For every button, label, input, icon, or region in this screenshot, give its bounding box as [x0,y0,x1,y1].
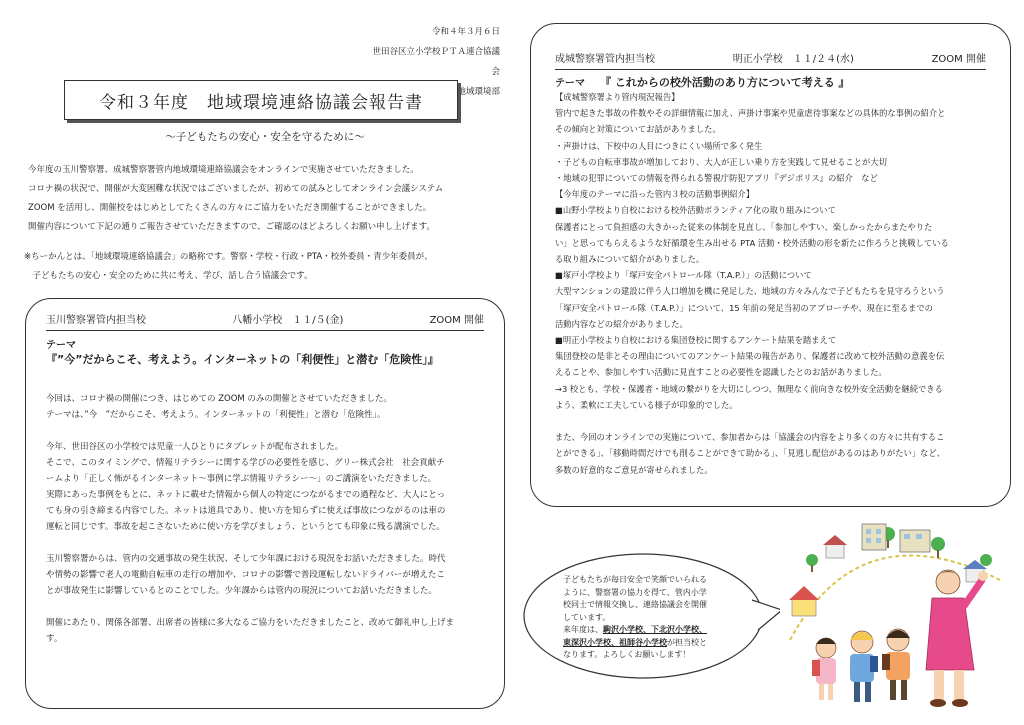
body-line [555,413,995,429]
house-icon [789,535,847,616]
police-district: 成城警察署管内担当校 [555,54,655,65]
body-line: 保護者にとって負担感の大きかった従来の体制を見直し、「参加しやすい、楽しかったからまたやりた [555,221,933,232]
bubble-message [563,574,743,662]
body-line: 運転と同じです。事故を起こさないために使い方を学びましょう、というとても印象に残る講演でした。 [46,522,445,532]
theme-label: テーマ [46,340,76,351]
body-line: 開催にあたり、関係各部署、出席者の皆様に多大なるご協力をいただきましたこと、改めて御礼申し上げま [46,618,455,628]
report-date: 令和４年３月６日 [431,27,500,37]
police-district: 玉川警察署管内担当校 [46,315,146,326]
body-line: い」と思ってもらえるような好循環を生み出せる PTA 活動・校外活動の形を新たに作ろうと挑戦している [555,237,949,248]
child-figure [882,629,910,700]
report-title: 令和３年度 地域環境連絡協議会報告書 [99,92,423,113]
theme-label: テーマ [555,78,585,89]
panel-body [555,89,995,478]
note-line: ※ちーかんとは、「地域環境連絡協議会」の略称です。警察・学校・行政・PTA・校外委員・青少年委員が、 [24,252,433,262]
meeting-mode: ZOOM 開催 [429,315,484,326]
bubble-line: 校同士で情報交換し、連絡協議会を開催 [563,600,707,609]
child-figure [850,631,878,702]
body-line: 【成城警察署より管内現況報告】 [555,92,680,102]
body-line: 大型マンションの建設に伴う人口増加を機に発足した、地域の方々みんなで子どもたちを見守ろうという [555,286,945,297]
host-school: 八幡小学校 １１/５(金) [232,315,344,326]
seijo-report-panel [530,23,1011,507]
body-line: その傾向と対策についてお話がありました。 [555,124,721,135]
body-line: えることや、参加しやすい活動に見直すことの必要性を認識したとのお話がありました。 [555,367,887,378]
panel-header [555,52,986,70]
bubble-line: しています。 [563,612,611,622]
intro-line: ZOOM を活用し、開催校をはじめとしてたくさんの方々にご協力をいただき開催することができました。 [28,203,432,213]
panel-body [46,391,494,647]
body-line: 玉川警察署からは、管内の交通事故の発生状況、そして少年課における現況をお話いただきました。時代 [46,554,446,564]
bubble-line: 来年度は、駒沢小学校、下北沢小学校、 [563,625,707,634]
theme-title: 『 これからの校外活動のあり方について考える 』 [600,76,850,89]
bubble-line: 子どもたちが毎日安全で笑顔でいられる [563,575,707,584]
intro-line: 開催内容について下記の通りご報告させていただきますので、ご確認のほどよろしくお願い申し上げます。 [28,222,435,232]
intro-line: 今年度の玉川警察署、成城警察署管内地域環境連絡協議会をオンラインで実施させていただきました。 [28,165,419,175]
body-line: る取り組みについて紹介がありました。 [555,254,705,265]
intro-text [28,161,508,237]
body-line: 今回は、コロナ禍の開催につき、はじめての ZOOM のみの開催とさせていただきました。 [46,394,392,404]
next-year-schools-b: 東深沢小学校、祖師谷小学校 [563,637,667,647]
body-line: とが事故発生に影響しているとのことでした。少年課からは管内の現況についてお話いただきました。 [46,586,437,596]
organization-name: 世田谷区立小学校ＰＴＡ連合協議会 [372,47,500,77]
body-line: や情勢の影響で老人の電動自転車の走行の増加や、コロナの影響で普段運転しないドライバーが増えたこ [46,570,445,580]
department-name: 地域環境部 [457,87,500,97]
body-line: 管内で起きた事故の件数やその詳細情報に加え、声掛け事案や児童虐待事案などの具体的な事例の紹介と [555,108,946,119]
body-line: ■明正小学校より自校における集団登校に関するアンケート結果を踏まえて [555,335,837,346]
school-building-icon [862,524,930,552]
body-line: よう、柔軟に工夫している様子が印象的でした。 [555,399,738,410]
body-line: ても身の引き締まる内容でした。ネットは道具であり、使い方を知らずに使えば事故につながるのは車の [46,506,446,516]
next-year-schools-a: 駒沢小学校、下北沢小学校、 [603,625,707,634]
theme-row [555,71,995,90]
intro-line: コロナ禍の状況で、開催が大変困難な状況ではございましたが、初めての試みとしてオンライン会議システム [28,184,444,194]
report-subtitle: ～子どもたちの安心・安全を守るために～ [165,131,365,143]
body-line: ・地域の犯罪についての情報を得られる警視庁防犯アプリ『デジポリス』の紹介 など [555,173,878,184]
mother-figure [926,570,988,707]
bubble-line: ように、警察署の協力を得て、管内小学 [563,587,707,597]
body-line: ■山野小学校より自校における校外活動ボランティア化の取り組みについて [555,205,836,216]
host-school: 明正小学校 １１/２４(水) [732,54,854,65]
body-line: ームより「正しく怖がるインターネット～事例に学ぶ情報リテラシー～」のご講演をいただきました。 [46,474,437,484]
body-line: す。 [46,634,63,644]
theme-title: 『”今”だからこそ、考えよう。インターネットの「利便性」と潜む「危険性」』 [46,353,439,366]
body-line: 「塚戸安全パトロール隊（T.A.P.）」について、15 年前の発足当初のアプローチや、現在に至るまでの [555,302,933,313]
body-line: 活動内容などの紹介がありました。 [555,318,688,329]
body-line: ・声掛けは、下校中の人目につきにくい場所で多く発生 [555,140,763,151]
bubble-line: なります。よろしくお願いします！ [563,650,691,659]
body-line: 今年、世田谷区の小学校では児童一人ひとりにタブレットが配布されました。 [46,442,344,452]
body-line: ■塚戸小学校より「塚戸安全パトロール隊（T.A.P.）」の活動について [555,270,812,281]
body-line: とができる」、「移動時間だけでも削ることができて助かる」、「見逃し配信があるのはありがたい」など、 [555,448,945,459]
body-line: 集団登校の是非とその理由についてのアンケート結果の報告があり、保護者に改めて校外活動の意義を伝 [555,351,945,362]
note-line: 子どもたちの安心・安全のために共に考え、学び、話し合う協議会です。 [24,271,313,281]
body-line: テーマは、”今 ”だからこそ、考えよう。インターネットの「利便性」と潜む「危険性」。 [46,410,386,420]
panel-header [46,313,484,331]
child-figure [812,638,836,700]
bubble-line: 東深沢小学校、祖師谷小学校が担当校と [563,637,707,647]
body-line: 多数の好意的なご意見が寄せられました。 [555,464,713,475]
report-title-box [64,80,458,120]
body-line: →3 校とも、学校・保護者・地域の繋がりを大切にしつつ、無理なく前向きな校外安全活動を継続できる [555,383,943,394]
children-walking-illustration [770,520,1020,720]
tamagawa-report-panel [25,298,505,709]
body-line: 実際にあった事例をもとに、ネットに載せた情報から個人の特定につながるまでの過程など、大人にとっ [46,490,446,500]
definition-note [24,248,504,286]
body-line: また、今回のオンラインでの実施について、参加者からは「協議会の内容をより多くの方々に共有するこ [555,432,945,443]
meeting-mode: ZOOM 開催 [931,54,986,65]
body-line: 【今年度のテーマに沿った管内３校の活動事例紹介】 [555,189,755,200]
body-line: そこで、このタイミングで、情報リテラシーに関する学びの必要性を感じ、グリー株式会社 社会貢献チ [46,458,445,468]
body-line: ・子どもの自転車事故が増加しており、大人が正しい乗り方を実践して見せることが大切 [555,156,887,167]
